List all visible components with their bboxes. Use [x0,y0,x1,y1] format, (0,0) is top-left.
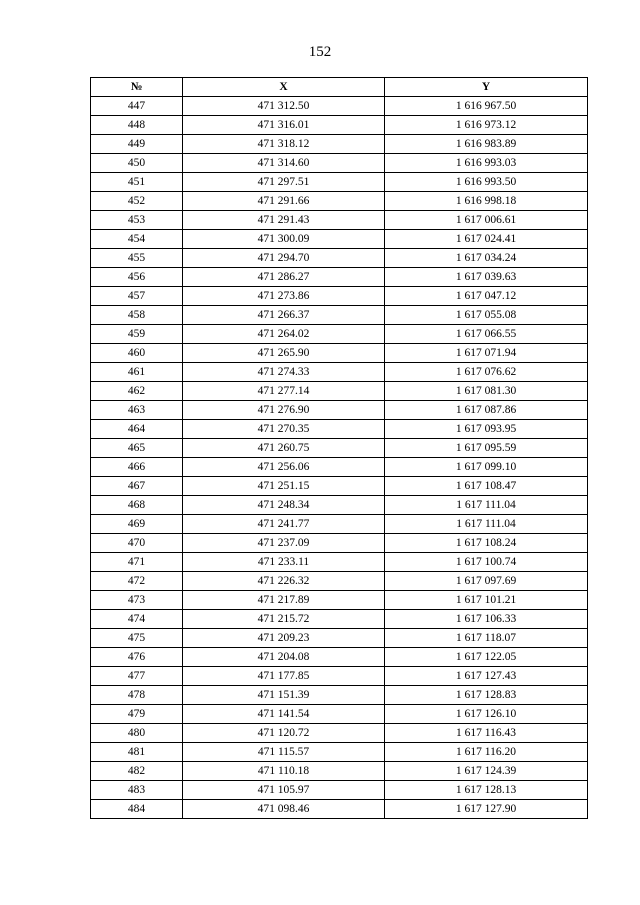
table-row [91,781,588,800]
table-row [91,762,588,781]
cell-y: 1 617 124.39 [385,762,588,781]
cell-x: 471 273.86 [183,287,385,306]
table-row [91,572,588,591]
table-row [91,363,588,382]
cell-x: 471 314.60 [183,154,385,173]
cell-number: 469 [91,515,183,534]
cell-number: 477 [91,667,183,686]
cell-y: 1 616 983.89 [385,135,588,154]
header-x: X [183,78,385,97]
cell-y: 1 617 066.55 [385,325,588,344]
table-row [91,325,588,344]
table-row [91,401,588,420]
cell-y: 1 617 116.20 [385,743,588,762]
cell-x: 471 286.27 [183,268,385,287]
cell-y: 1 616 967.50 [385,97,588,116]
table-header-row [91,78,588,97]
table-row [91,287,588,306]
cell-x: 471 265.90 [183,344,385,363]
cell-number: 449 [91,135,183,154]
cell-number: 462 [91,382,183,401]
table-row [91,800,588,819]
table-row [91,477,588,496]
cell-x: 471 316.01 [183,116,385,135]
table-row [91,382,588,401]
cell-number: 473 [91,591,183,610]
cell-number: 476 [91,648,183,667]
cell-number: 451 [91,173,183,192]
cell-y: 1 617 126.10 [385,705,588,724]
table-row [91,268,588,287]
cell-x: 471 217.89 [183,591,385,610]
cell-x: 471 260.75 [183,439,385,458]
cell-number: 454 [91,230,183,249]
table-row [91,135,588,154]
table-row [91,154,588,173]
header-y: Y [385,78,588,97]
cell-y: 1 617 122.05 [385,648,588,667]
cell-y: 1 617 100.74 [385,553,588,572]
cell-y: 1 617 047.12 [385,287,588,306]
table-row [91,591,588,610]
cell-number: 461 [91,363,183,382]
table-row [91,173,588,192]
cell-y: 1 617 081.30 [385,382,588,401]
table-row [91,686,588,705]
table-row [91,116,588,135]
table-row [91,705,588,724]
cell-x: 471 115.57 [183,743,385,762]
cell-x: 471 098.46 [183,800,385,819]
cell-number: 450 [91,154,183,173]
cell-x: 471 277.14 [183,382,385,401]
table-row [91,667,588,686]
table-row [91,230,588,249]
cell-x: 471 274.33 [183,363,385,382]
cell-number: 447 [91,97,183,116]
cell-y: 1 617 108.24 [385,534,588,553]
cell-x: 471 256.06 [183,458,385,477]
cell-number: 472 [91,572,183,591]
cell-y: 1 617 106.33 [385,610,588,629]
cell-y: 1 617 108.47 [385,477,588,496]
cell-y: 1 617 055.08 [385,306,588,325]
table-row [91,344,588,363]
cell-x: 471 204.08 [183,648,385,667]
cell-number: 468 [91,496,183,515]
table-row [91,534,588,553]
cell-number: 460 [91,344,183,363]
table-row [91,648,588,667]
cell-y: 1 617 087.86 [385,401,588,420]
cell-number: 459 [91,325,183,344]
cell-y: 1 617 128.13 [385,781,588,800]
table-row [91,211,588,230]
cell-x: 471 266.37 [183,306,385,325]
cell-x: 471 110.18 [183,762,385,781]
cell-y: 1 617 127.43 [385,667,588,686]
cell-x: 471 215.72 [183,610,385,629]
cell-y: 1 616 973.12 [385,116,588,135]
cell-y: 1 616 993.03 [385,154,588,173]
page-number: 152 [308,44,332,60]
table-row [91,724,588,743]
cell-y: 1 617 111.04 [385,515,588,534]
cell-x: 471 297.51 [183,173,385,192]
cell-y: 1 617 024.41 [385,230,588,249]
cell-y: 1 617 118.07 [385,629,588,648]
cell-y: 1 617 034.24 [385,249,588,268]
cell-number: 471 [91,553,183,572]
cell-number: 481 [91,743,183,762]
cell-number: 482 [91,762,183,781]
cell-x: 471 291.66 [183,192,385,211]
cell-number: 466 [91,458,183,477]
cell-number: 479 [91,705,183,724]
cell-y: 1 617 095.59 [385,439,588,458]
cell-number: 453 [91,211,183,230]
cell-number: 448 [91,116,183,135]
table-row [91,610,588,629]
cell-x: 471 251.15 [183,477,385,496]
header-number: № [91,78,183,97]
cell-x: 471 270.35 [183,420,385,439]
table-row [91,629,588,648]
cell-x: 471 237.09 [183,534,385,553]
cell-number: 483 [91,781,183,800]
cell-y: 1 617 127.90 [385,800,588,819]
table-row [91,420,588,439]
table-row [91,458,588,477]
cell-x: 471 294.70 [183,249,385,268]
table-row [91,192,588,211]
cell-y: 1 617 076.62 [385,363,588,382]
cell-number: 467 [91,477,183,496]
cell-y: 1 617 039.63 [385,268,588,287]
cell-number: 455 [91,249,183,268]
cell-x: 471 151.39 [183,686,385,705]
table-row [91,249,588,268]
cell-y: 1 617 099.10 [385,458,588,477]
table-row [91,743,588,762]
cell-x: 471 233.11 [183,553,385,572]
cell-x: 471 312.50 [183,97,385,116]
cell-x: 471 248.34 [183,496,385,515]
cell-number: 474 [91,610,183,629]
cell-x: 471 276.90 [183,401,385,420]
coordinates-table [90,77,588,819]
cell-x: 471 291.43 [183,211,385,230]
table-row [91,496,588,515]
cell-x: 471 264.02 [183,325,385,344]
cell-y: 1 617 093.95 [385,420,588,439]
cell-x: 471 241.77 [183,515,385,534]
cell-number: 463 [91,401,183,420]
cell-y: 1 616 993.50 [385,173,588,192]
cell-y: 1 617 006.61 [385,211,588,230]
cell-y: 1 617 116.43 [385,724,588,743]
cell-number: 464 [91,420,183,439]
cell-x: 471 120.72 [183,724,385,743]
table-row [91,515,588,534]
cell-y: 1 617 097.69 [385,572,588,591]
cell-y: 1 617 101.21 [385,591,588,610]
cell-x: 471 209.23 [183,629,385,648]
cell-number: 452 [91,192,183,211]
cell-x: 471 141.54 [183,705,385,724]
cell-number: 480 [91,724,183,743]
cell-x: 471 300.09 [183,230,385,249]
cell-number: 457 [91,287,183,306]
cell-number: 475 [91,629,183,648]
table-row [91,97,588,116]
cell-y: 1 617 128.83 [385,686,588,705]
cell-x: 471 318.12 [183,135,385,154]
cell-y: 1 617 071.94 [385,344,588,363]
cell-number: 456 [91,268,183,287]
cell-number: 478 [91,686,183,705]
table-row [91,439,588,458]
cell-y: 1 616 998.18 [385,192,588,211]
table-body [91,97,588,819]
cell-number: 470 [91,534,183,553]
cell-x: 471 226.32 [183,572,385,591]
table-row [91,306,588,325]
cell-number: 458 [91,306,183,325]
cell-x: 471 177.85 [183,667,385,686]
cell-number: 465 [91,439,183,458]
cell-number: 484 [91,800,183,819]
cell-y: 1 617 111.04 [385,496,588,515]
table-row [91,553,588,572]
cell-x: 471 105.97 [183,781,385,800]
